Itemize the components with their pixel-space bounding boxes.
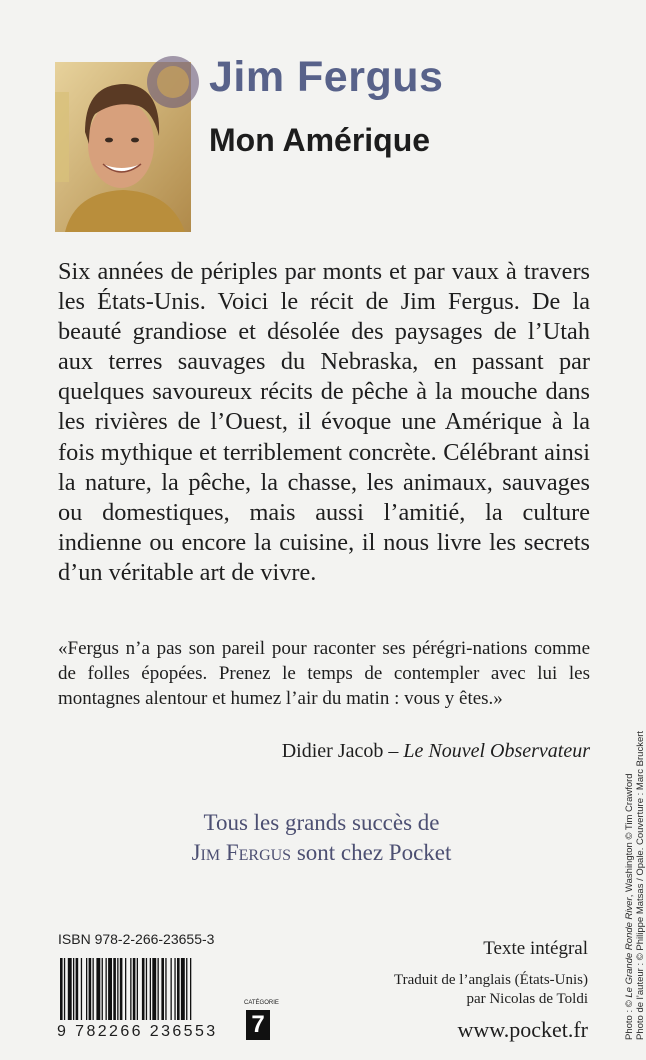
credits-line-1 bbox=[624, 731, 635, 1040]
barcode-bar bbox=[150, 958, 151, 1020]
barcode-bar bbox=[89, 958, 92, 1020]
isbn: ISBN 978-2-266-23655-3 bbox=[58, 931, 215, 947]
barcode-bar bbox=[60, 958, 63, 1020]
barcode-bar bbox=[117, 958, 118, 1020]
category-label: CATÉGORIE bbox=[244, 1000, 279, 1006]
credits-line-2: Photo de l’auteur : © Philippe Matsas / Opale. Couverture : Marc Bruckert bbox=[635, 730, 646, 1040]
barcode-bar bbox=[125, 958, 126, 1020]
promo-rest: sont chez Pocket bbox=[296, 840, 452, 865]
barcode-bar bbox=[165, 958, 166, 1020]
barcode-bar bbox=[158, 958, 159, 1020]
quote-source: Le Nouvel Observateur bbox=[403, 740, 590, 762]
promo-line-2 bbox=[0, 840, 643, 866]
barcode-bar bbox=[102, 958, 103, 1020]
barcode-bar bbox=[161, 958, 164, 1020]
credits-suffix: , Washington © Tim Crawford bbox=[624, 773, 635, 898]
barcode-bar bbox=[81, 958, 82, 1020]
category-badge: 7 bbox=[246, 1010, 270, 1040]
barcode-bar bbox=[96, 958, 100, 1020]
credits-prefix: Photo : © bbox=[624, 1000, 635, 1040]
barcode-bar bbox=[190, 958, 191, 1020]
book-blurb: Six années de périples par monts et par vaux à travers les États-Unis. Voici le récit de Jim Fergus. De la beauté grandiose et désolée des paysages de l’Utah aux terres sauvages du Nebraska, en passant par quelques savoureux récits de pêche à la mouche dans les rivières de l’Ouest, il évoque une Amérique à la fois mythique et terriblement concrète. Célébrant ainsi la nature, la pêche, la chasse, les animaux, sauvages ou domestiques, mais aussi l’amitié, la culture indienne ou encore la cuisine, il nous livre les secrets d’un véritable art de vivre. bbox=[58, 258, 590, 586]
quote-dash: – bbox=[388, 740, 399, 762]
barcode-bar bbox=[177, 958, 180, 1020]
barcode-bar bbox=[86, 958, 87, 1020]
barcode bbox=[60, 958, 230, 1020]
translation-line-1: Traduit de l’anglais (États-Unis) bbox=[394, 972, 588, 988]
quote-author: Didier Jacob bbox=[281, 740, 384, 762]
barcode-bar bbox=[93, 958, 94, 1020]
barcode-bar bbox=[133, 958, 136, 1020]
barcode-bar bbox=[106, 958, 107, 1020]
credits-photo-title: Le Grande Ronde River bbox=[624, 897, 635, 998]
barcode-bar bbox=[152, 958, 156, 1020]
translation-credit bbox=[394, 971, 588, 1009]
barcode-bar bbox=[108, 958, 112, 1020]
publisher-website[interactable]: www.pocket.fr bbox=[457, 1017, 588, 1042]
barcode-bar bbox=[137, 958, 138, 1020]
photo-credits bbox=[624, 731, 646, 1040]
barcode-bar bbox=[181, 958, 185, 1020]
barcode-bar bbox=[76, 958, 79, 1020]
promo-line-1: Tous les grands succès de bbox=[203, 810, 440, 835]
barcode-bar bbox=[113, 958, 116, 1020]
promo-author: Jim Fergus bbox=[191, 840, 292, 865]
author-name: Jim Fergus bbox=[209, 53, 444, 101]
barcode-bar bbox=[174, 958, 175, 1020]
barcode-bar bbox=[130, 958, 131, 1020]
barcode-bar bbox=[146, 958, 147, 1020]
barcode-bar bbox=[73, 958, 74, 1020]
barcode-bar bbox=[64, 958, 65, 1020]
barcode-bar bbox=[142, 958, 145, 1020]
translation-line-2: par Nicolas de Toldi bbox=[466, 991, 588, 1007]
press-quote: «Fergus n’a pas son pareil pour raconter ses pérégri-nations comme de folles épopées. Prenez le temps de contempler avec lui les montagnes alentour et humez l’air du matin : vous y êtes.» bbox=[58, 638, 590, 709]
barcode-digits: 9 782266 236553 bbox=[57, 1023, 218, 1040]
barcode-bar bbox=[120, 958, 123, 1020]
barcode-bar bbox=[171, 958, 172, 1020]
author-photo bbox=[55, 62, 191, 232]
barcode-bar bbox=[186, 958, 187, 1020]
barcode-bar bbox=[68, 958, 72, 1020]
texte-integral: Texte intégral bbox=[483, 938, 588, 959]
book-title: Mon Amérique bbox=[209, 122, 431, 158]
quote-attribution bbox=[282, 740, 590, 763]
